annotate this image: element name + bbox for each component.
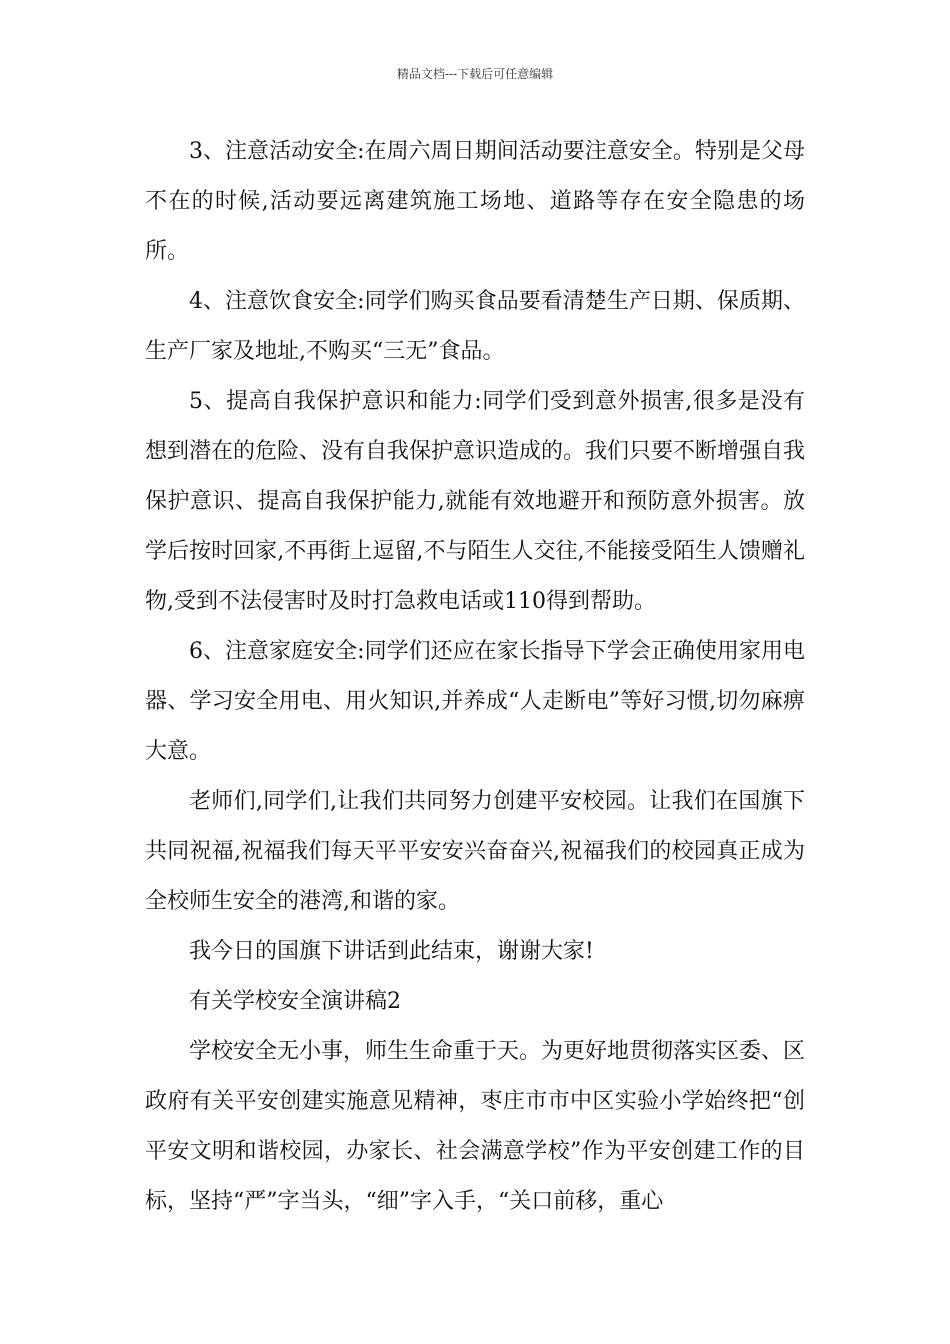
paragraph-activity-safety: 3、注意活动安全:在周六周日期间活动要注意安全。特别是父母不在的时候,活动要远离建筑施工场地、道路等存在安全隐患的场所。: [145, 139, 805, 264]
page-header: 精品文档---下载后可任意编辑: [396, 67, 554, 81]
paragraph-self-protection: 5、提高自我保护意识和能力:同学们受到意外损害,很多是没有想到潜在的危险、没有自我保护意识造成的。我们只要不断增强自我保护意识、提高自我保护能力,就能有效地避开和预防意外损害。放学后按时回家,不再街上逗留,不与陌生人交往,不能接受陌生人馈赠礼物,受到不法侵害时及时打急救电话或110得到帮助。: [145, 389, 806, 614]
paragraph-home-safety: 6、注意家庭安全:同学们还应在家长指导下学会正确使用家用电器、学习安全用电、用火知识,并养成“人走断电”等好习惯,切勿麻痹大意。: [145, 639, 805, 764]
paragraph-speech-2-intro: 学校安全无小事，师生生命重于天。为更好地贯彻落实区委、区政府有关平安创建实施意见精神，枣庄市市中区实验小学始终把“创平安文明和谐校园，办家长、社会满意学校”作为平安创建工作的目标，坚持“严”字当头，“细”字入手，“关口前移，重心: [145, 1039, 806, 1214]
document-body: [145, 127, 805, 1227]
paragraph-closing-wish: 老师们,同学们,让我们共同努力创建平安校园。让我们在国旗下共同祝福,祝福我们每天平平安安兴奋奋兴,祝福我们的校园真正成为全校师生安全的港湾,和谐的家。: [145, 789, 805, 914]
section-title-speech-2: 有关学校安全演讲稿2: [189, 989, 401, 1014]
paragraph-food-safety: 4、注意饮食安全:同学们购买食品要看清楚生产日期、保质期、生产厂家及地址,不购买“三无”食品。: [145, 289, 805, 364]
paragraph-closing-thanks: 我今日的国旗下讲话到此结束，谢谢大家!: [189, 939, 594, 964]
